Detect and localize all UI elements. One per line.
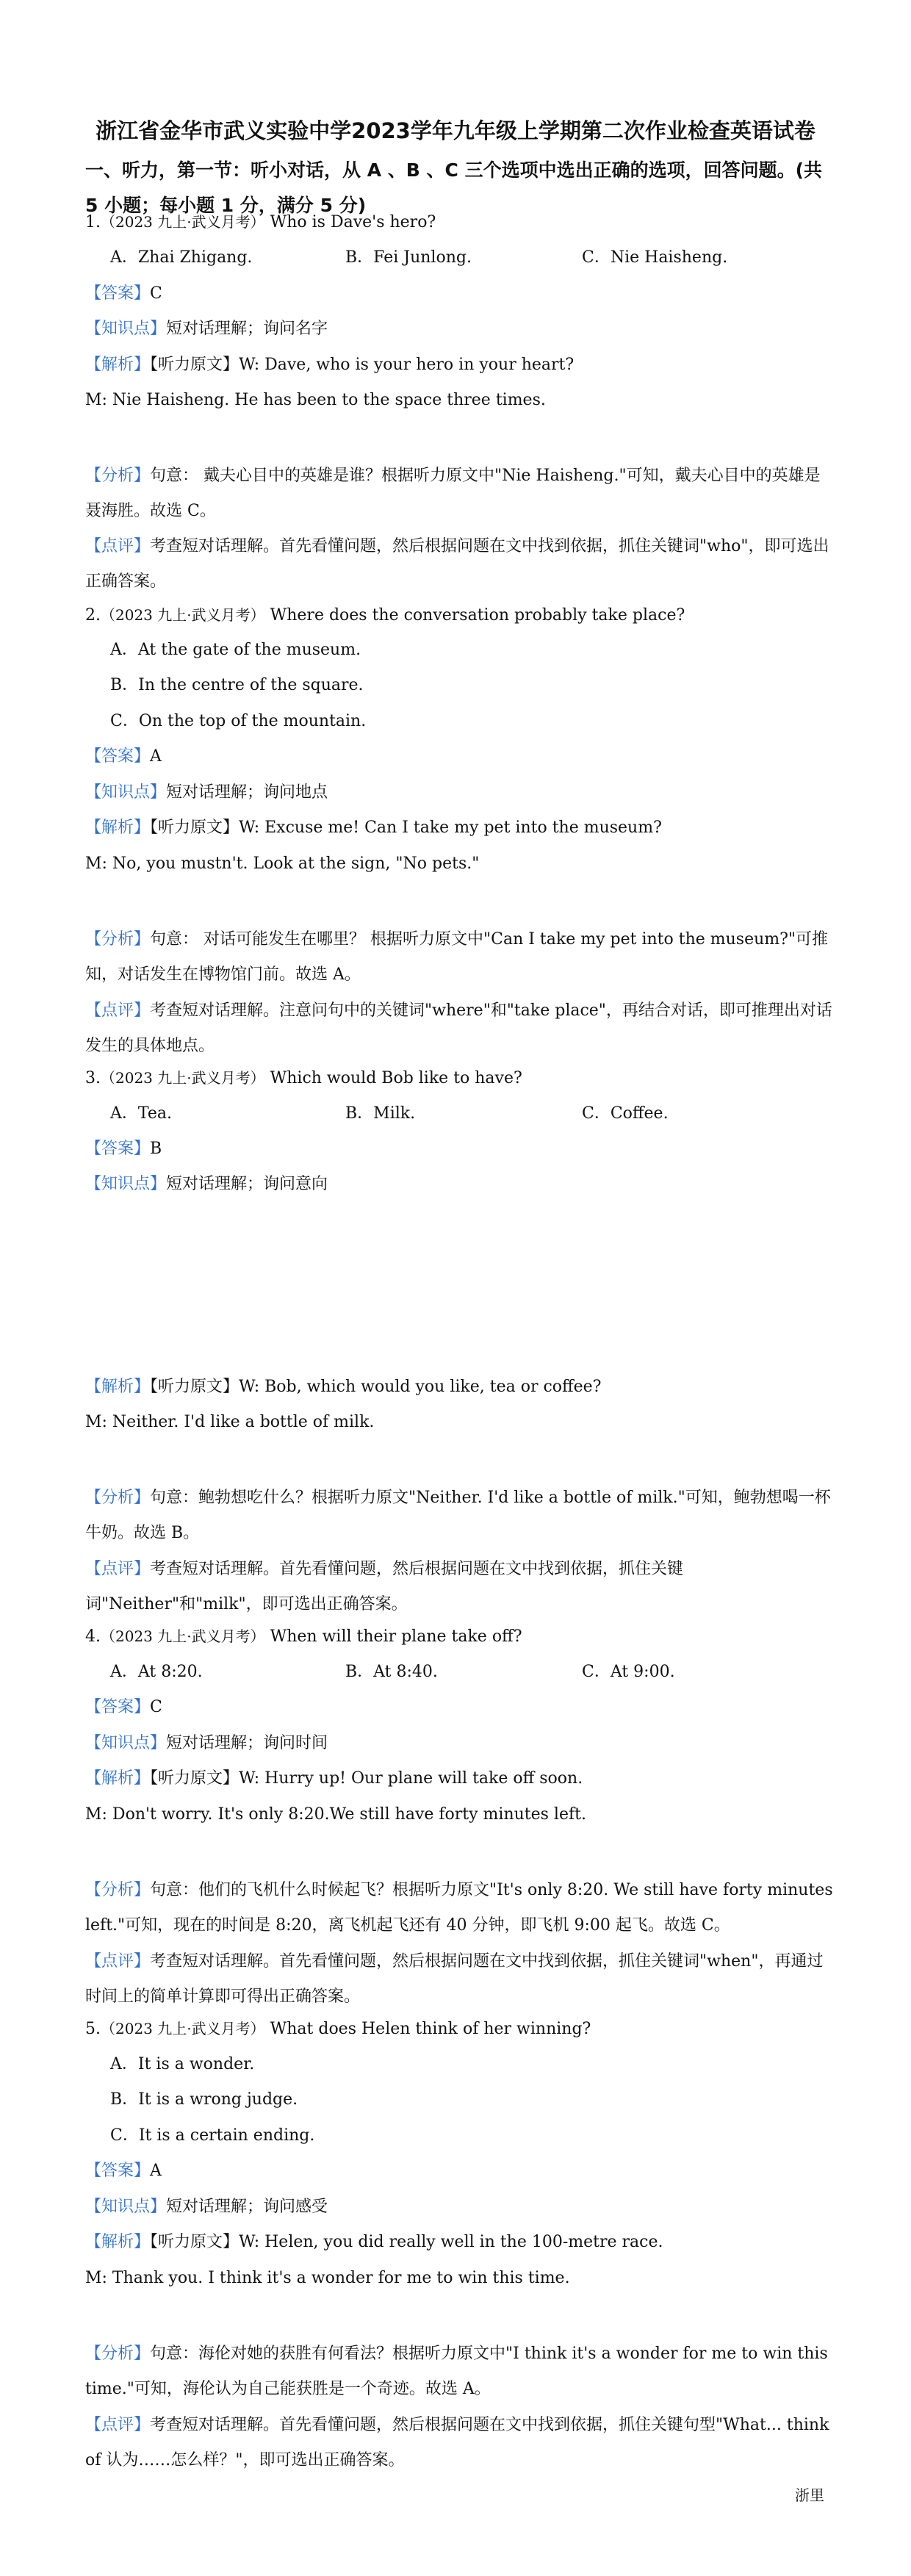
- q3-knowledge: 【知识点】短对话理解；询问意向: [85, 1175, 328, 1193]
- q5-option-a: A．It is a wonder.: [110, 2055, 255, 2073]
- q2-comment: 【点评】考查短对话理解。注意问句中的关键词"where"和"take place"，再结合对话，即可推理出对话发生的具体地点。: [85, 1001, 832, 1055]
- question-5-stem: 5.（2023 九上·武义月考） What does Helen think of her winning?: [85, 2020, 591, 2038]
- question-4-stem: 4.（2023 九上·武义月考） When will their plane take off?: [85, 1627, 522, 1646]
- q1-analysis: 【分析】句意： 戴夫心目中的英雄是谁？根据听力原文中"Nie Haisheng."可知，戴夫心目中的英雄是聂海胜。故选 C。: [85, 467, 821, 520]
- q1-comment: 【点评】考查短对话理解。首先看懂问题，然后根据问题在文中找到依据，抓住关键词"who"，即可选出正确答案。: [85, 537, 829, 591]
- q4-comment: 【点评】考查短对话理解。首先看懂问题，然后根据问题在文中找到依据，抓住关键词"when"，再通过时间上的简单计算即可得出正确答案。: [85, 1952, 824, 2006]
- q1-answer: 【答案】C: [85, 284, 162, 303]
- page-footer: 浙里: [795, 2486, 824, 2504]
- q2-option-b: B．In the centre of the square.: [110, 676, 364, 694]
- q5-answer: 【答案】A: [85, 2162, 162, 2180]
- q3-transcript: 【解析】【听力原文】W: Bob, which would you like, tea or coffee?: [85, 1378, 602, 1396]
- q3-comment: 【点评】考查短对话理解。首先看懂问题，然后根据问题在文中找到依据，抓住关键词"Neither"和"milk"，即可选出正确答案。: [85, 1560, 684, 1613]
- question-2-stem: 2.（2023 九上·武义月考） Where does the conversation probably take place?: [85, 606, 685, 625]
- q5-option-b: B．It is a wrong judge.: [110, 2090, 298, 2109]
- q1-knowledge: 【知识点】短对话理解；询问名字: [85, 320, 328, 338]
- q4-option-a: A．At 8:20.: [110, 1663, 203, 1681]
- q4-transcript-reply: M: Don't worry. It's only 8:20.We still have forty minutes left.: [85, 1805, 586, 1824]
- q4-option-b: B．At 8:40.: [345, 1663, 438, 1681]
- question-1-stem: 1.（2023 九上·武义月考） Who is Dave's hero?: [85, 213, 436, 231]
- q2-option-a: A．At the gate of the museum.: [110, 641, 361, 659]
- q3-transcript-reply: M: Neither. I'd like a bottle of milk.: [85, 1413, 375, 1431]
- q2-answer: 【答案】A: [85, 747, 162, 766]
- question-3-stem: 3.（2023 九上·武义月考） Which would Bob like to have?: [85, 1069, 522, 1087]
- q4-answer: 【答案】C: [85, 1698, 162, 1716]
- q2-option-c: C．On the top of the mountain.: [110, 712, 367, 730]
- q1-option-b: B．Fei Junlong.: [345, 248, 472, 267]
- q5-comment: 【点评】考查短对话理解。首先看懂问题，然后根据问题在文中找到依据，抓住关键句型"What... think of 认为……怎么样？"，即可选出正确答案。: [85, 2416, 829, 2469]
- q3-analysis: 【分析】句意：鲍勃想吃什么？根据听力原文"Neither. I'd like a bottle of milk."可知，鲍勃想喝一杯牛奶。故选 B。: [85, 1489, 831, 1542]
- q5-transcript-reply: M: Thank you. I think it's a wonder for me to win this time.: [85, 2269, 570, 2287]
- q2-transcript: 【解析】【听力原文】W: Excuse me! Can I take my pet into the museum?: [85, 819, 662, 837]
- q1-option-c: C．Nie Haisheng.: [582, 248, 728, 267]
- q5-knowledge: 【知识点】短对话理解；询问感受: [85, 2198, 328, 2216]
- q5-analysis: 【分析】句意：海伦对她的获胜有何看法？根据听力原文中"I think it's a wonder for me to win this time."可知，海伦认为自己能获胜是一个奇迹。故选 A。: [85, 2345, 828, 2398]
- q3-option-a: A．Tea.: [110, 1104, 172, 1123]
- q2-transcript-reply: M: No, you mustn't. Look at the sign, "No pets.": [85, 855, 480, 873]
- q4-option-c: C．At 9:00.: [582, 1663, 675, 1681]
- q1-transcript-reply: M: Nie Haisheng. He has been to the space three times.: [85, 391, 546, 409]
- q4-knowledge: 【知识点】短对话理解；询问时间: [85, 1734, 328, 1752]
- q2-knowledge: 【知识点】短对话理解；询问地点: [85, 783, 328, 802]
- q1-option-a: A．Zhai Zhigang.: [110, 248, 253, 267]
- q1-transcript: 【解析】【听力原文】W: Dave, who is your hero in your heart?: [85, 356, 575, 374]
- q4-transcript: 【解析】【听力原文】W: Hurry up! Our plane will take off soon.: [85, 1769, 583, 1788]
- q3-option-b: B．Milk.: [345, 1104, 416, 1123]
- paper-title: 浙江省金华市武义实验中学2023学年九年级上学期第二次作业检查英语试卷: [96, 118, 815, 143]
- q4-analysis: 【分析】句意：他们的飞机什么时候起飞？根据听力原文"It's only 8:20. We still have forty minutes left."可知，现在的时间是 8:20，离飞机起飞还有 40 分钟，即飞机 9:00 起飞。故选 C。: [85, 1881, 833, 1935]
- section-heading: 一、听力，第一节：听小对话，从 A 、B 、C 三个选项中选出正确的选项，回答问题。(共 5 小题；每小题 1 分，满分 5 分): [85, 159, 822, 216]
- q2-analysis: 【分析】句意： 对话可能发生在哪里？ 根据听力原文中"Can I take my pet into the museum?"可推知，对话发生在博物馆门前。故选 A。: [85, 930, 829, 984]
- q5-option-c: C．It is a certain ending.: [110, 2126, 315, 2145]
- q5-transcript: 【解析】【听力原文】W: Helen, you did really well in the 100-metre race.: [85, 2233, 663, 2251]
- q3-answer: 【答案】B: [85, 1140, 162, 1158]
- q3-option-c: C．Coffee.: [582, 1104, 669, 1123]
